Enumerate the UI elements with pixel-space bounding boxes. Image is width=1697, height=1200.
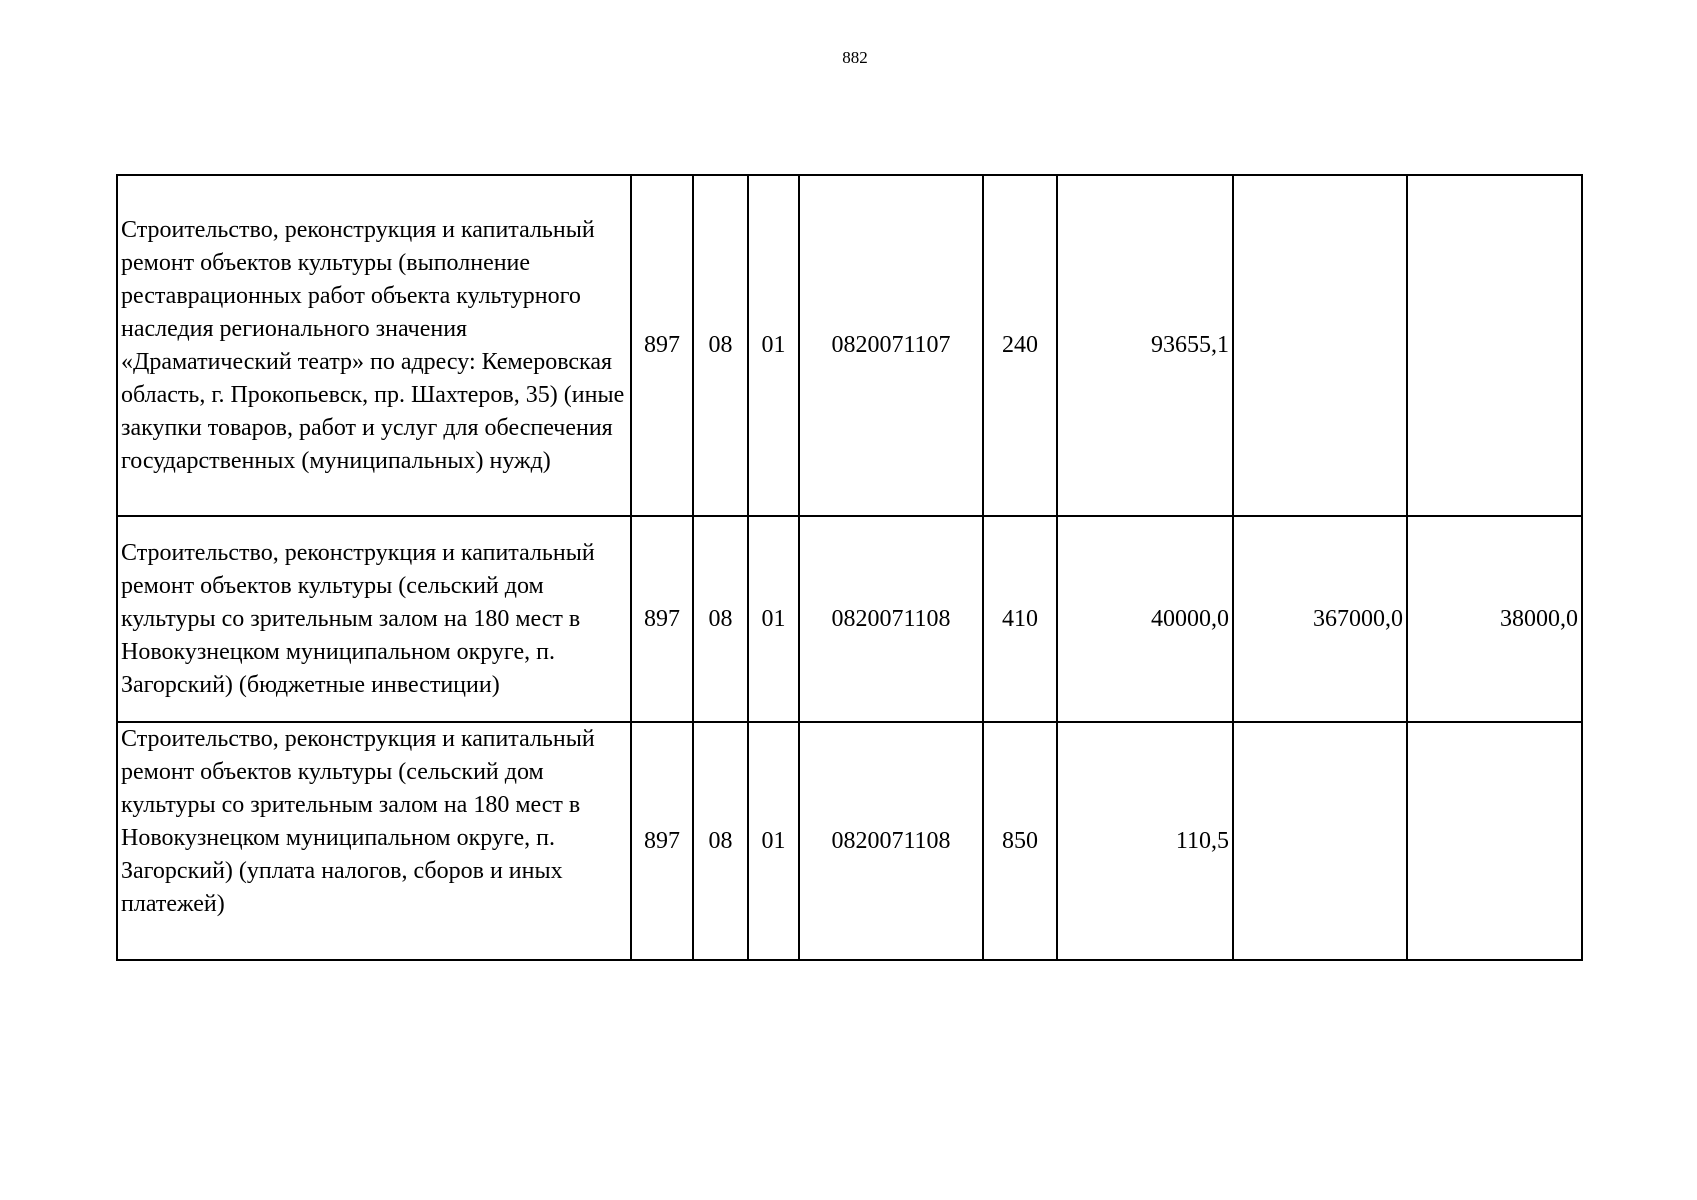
amount-year-3: 38000,0 — [1407, 516, 1582, 722]
subsection-code: 01 — [748, 722, 799, 960]
ministry-code: 897 — [631, 722, 693, 960]
target-article-code: 0820071108 — [799, 722, 983, 960]
table-row — [117, 516, 1582, 722]
expense-type-code: 410 — [983, 516, 1057, 722]
subsection-code: 01 — [748, 175, 799, 516]
subsection-code: 01 — [748, 516, 799, 722]
amount-year-2 — [1233, 722, 1407, 960]
section-code: 08 — [693, 175, 748, 516]
row-description: Строительство, реконструкция и капитальный ремонт объектов культуры (выполнение реставрационных работ объекта культурного наследия регионального значения «Драматический театр» по адресу: Кемеровская область, г. Прокопьевск, пр. Шахтеров, 35) (иные закупки товаров, работ и услуг для обеспечения государственных (муниципальных) нужд) — [117, 175, 631, 516]
budget-table — [116, 174, 1583, 961]
ministry-code: 897 — [631, 516, 693, 722]
amount-year-3 — [1407, 722, 1582, 960]
amount-year-2 — [1233, 175, 1407, 516]
page-number: 882 — [842, 48, 868, 67]
amount-year-2: 367000,0 — [1233, 516, 1407, 722]
expense-type-code: 240 — [983, 175, 1057, 516]
table-row — [117, 722, 1582, 960]
section-code: 08 — [693, 722, 748, 960]
section-code: 08 — [693, 516, 748, 722]
amount-year-1: 110,5 — [1057, 722, 1233, 960]
ministry-code: 897 — [631, 175, 693, 516]
row-description: Строительство, реконструкция и капитальный ремонт объектов культуры (сельский дом культуры со зрительным залом на 180 мест в Новокузнецком муниципальном округе, п. Загорский) (бюджетные инвестиции) — [117, 516, 631, 722]
amount-year-3 — [1407, 175, 1582, 516]
expense-type-code: 850 — [983, 722, 1057, 960]
amount-year-1: 40000,0 — [1057, 516, 1233, 722]
target-article-code: 0820071107 — [799, 175, 983, 516]
row-description: Строительство, реконструкция и капитальный ремонт объектов культуры (сельский дом культуры со зрительным залом на 180 мест в Новокузнецком муниципальном округе, п. Загорский) (уплата налогов, сборов и иных платежей) — [117, 722, 631, 960]
target-article-code: 0820071108 — [799, 516, 983, 722]
amount-year-1: 93655,1 — [1057, 175, 1233, 516]
table-row — [117, 175, 1582, 516]
